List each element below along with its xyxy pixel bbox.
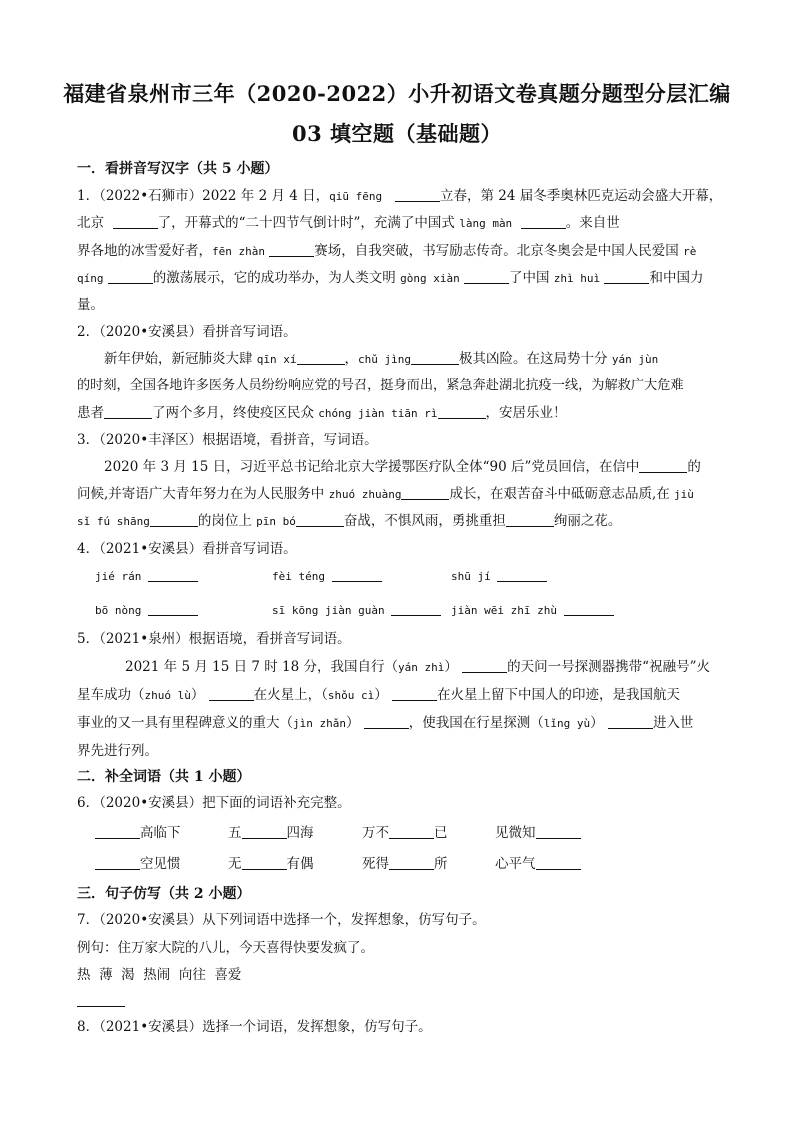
pinyin: sǐ fú shāng <box>77 515 150 528</box>
idiom-4: 见微知 <box>495 823 581 843</box>
q2-line-3: 患者 了两个多月，终使疫区民众 chóng jiàn tiān rì ，安居乐业！ <box>77 405 567 421</box>
q4-item-4: bō nòng <box>95 601 198 621</box>
pinyin: jìn zhǎn <box>293 717 346 730</box>
answer-blank[interactable] <box>104 404 152 419</box>
answer-blank[interactable] <box>296 512 344 527</box>
idiom-3: 万不 已 <box>362 825 448 841</box>
q2-heading: 2．（2020•安溪县）看拼音写词语。 <box>77 324 297 340</box>
pinyin: qiū fēng <box>329 190 383 203</box>
pinyin: lǐng yù <box>543 717 591 730</box>
idiom-6: 无 有偶 <box>228 856 314 872</box>
idiom-2: 五 四海 <box>228 825 314 841</box>
idiom-5: 空见惯 <box>95 854 181 874</box>
answer-blank[interactable] <box>389 855 434 870</box>
answer-blank[interactable] <box>521 214 566 229</box>
q5-line-2: 星车成功（zhuó lù） 在火星上，（shǒu cì） 在火星上留下中国人的印迹，是我国航天 <box>77 687 681 703</box>
answer-blank[interactable] <box>389 824 434 839</box>
pinyin: fēn zhàn <box>212 245 265 258</box>
q1-line-5: 量。 <box>77 297 104 313</box>
answer-blank[interactable] <box>209 686 254 701</box>
pinyin: jiù <box>674 488 694 501</box>
answer-blank[interactable] <box>536 855 581 870</box>
answer-blank[interactable] <box>464 269 509 284</box>
section-heading-1: 一．看拼音写汉字（共 5 小题） <box>77 161 279 177</box>
q4-item-2: fèi téng <box>272 567 382 587</box>
answer-blank[interactable] <box>150 512 198 527</box>
answer-line[interactable] <box>77 1006 125 1007</box>
answer-blank[interactable] <box>391 601 441 616</box>
answer-blank[interactable] <box>462 658 507 673</box>
pinyin: qīn xí <box>256 353 297 366</box>
q3-heading: 3．（2020•丰泽区）根据语境，看拼音，写词语。 <box>77 432 378 448</box>
document-subtitle: 03 填空题（基础题） <box>291 121 503 146</box>
q7-word-list: 热 薄 渴 热闹 向往 喜爱 <box>77 967 242 983</box>
document-title: 福建省泉州市三年（2020-2022）小升初语文卷真题分题型分层汇编 <box>63 81 731 106</box>
q6-heading: 6．（2020•安溪县）把下面的词语补充完整。 <box>77 795 351 811</box>
q1-line-1: 1．（2022•石狮市）2022 年 2 月 4 日，qiū fēng 立春，第 24 届冬季奥林匹克运动会盛大开幕， <box>77 188 723 204</box>
pinyin: chóng jiàn tiān rì <box>318 407 438 420</box>
answer-blank[interactable] <box>411 350 459 365</box>
answer-blank[interactable] <box>297 350 345 365</box>
q4-heading: 4．（2021•安溪县）看拼音写词语。 <box>77 541 297 557</box>
q4-item-5: sī kōng jiàn guàn <box>272 601 441 621</box>
pinyin: zhuó zhuàng <box>328 488 402 501</box>
q1-line-4: qíng 的激荡展示，它的成功举办，为人类文明 gòng xiàn 了中国 zhì huì 和中国力 <box>77 270 704 286</box>
q5-line-1: 2021 年 5 月 15 日 7 时 18 分，我国自行（yán zhì） 的天问一号探测器携带“祝融号”火 <box>125 659 710 675</box>
q4-item-6: jiàn wēi zhī zhù <box>451 601 614 621</box>
q4-item-3: shū jí <box>451 567 547 587</box>
answer-blank[interactable] <box>148 567 198 582</box>
idiom-7: 死得 所 <box>362 856 448 872</box>
q7-example: 例句：住万家大院的八儿，今天喜得快要发疯了。 <box>77 940 374 956</box>
section-heading-2: 二．补全词语（共 1 小题） <box>77 769 251 785</box>
answer-blank[interactable] <box>395 187 440 202</box>
answer-blank[interactable] <box>332 567 382 582</box>
answer-blank[interactable] <box>108 269 153 284</box>
answer-blank[interactable] <box>401 485 449 500</box>
pinyin: yán jùn <box>611 353 659 366</box>
pinyin: pīn bó <box>256 515 296 528</box>
section-heading-3: 三．句子仿写（共 2 小题） <box>77 886 251 902</box>
pinyin: làng màn <box>459 217 513 230</box>
answer-blank[interactable] <box>536 824 581 839</box>
answer-blank[interactable] <box>564 601 614 616</box>
pinyin: shǒu cì <box>327 689 375 702</box>
pinyin: zhuó lù <box>144 689 191 702</box>
pinyin: chǔ jìng <box>358 353 412 366</box>
answer-blank[interactable] <box>604 269 649 284</box>
answer-blank[interactable] <box>113 214 158 229</box>
q2-line-1: 新年伊始，新冠肺炎大肆 qīn xí ，chǔ jìng 极其凶险。在这局势十分 yán jùn <box>104 351 659 367</box>
pinyin: gòng xiàn <box>400 272 460 285</box>
answer-blank[interactable] <box>608 714 653 729</box>
answer-blank[interactable] <box>639 458 687 473</box>
q5-line-3: 事业的又一具有里程碑意义的重大（jìn zhǎn） ，使我国在行星探测（lǐng yù） 进入世 <box>77 715 694 731</box>
q8-heading: 8．（2021•安溪县）选择一个词语，发挥想象，仿写句子。 <box>77 1019 432 1035</box>
idiom-1: 高临下 <box>95 823 181 843</box>
q2-line-2: 的时刻，全国各地许多医务人员纷纷响应党的号召，挺身而出，紧急奔赴湖北抗疫一线，为解救广大危难 <box>77 378 684 393</box>
answer-blank[interactable] <box>242 824 287 839</box>
answer-blank[interactable] <box>269 242 314 257</box>
answer-blank[interactable] <box>242 855 287 870</box>
q5-heading: 5．（2021•泉州）根据语境，看拼音写词语。 <box>77 631 351 647</box>
q3-line-2: 问候,并寄语广大青年努力在为人民服务中 zhuó zhuàng 成长，在艰苦奋斗中砥砺意志品质,在 jiù <box>77 486 694 502</box>
pinyin: zhì huì <box>553 272 601 285</box>
answer-blank[interactable] <box>148 601 198 616</box>
answer-blank[interactable] <box>506 512 554 527</box>
pinyin: yán zhì <box>398 661 445 674</box>
answer-blank[interactable] <box>497 567 547 582</box>
pinyin: qíng <box>77 272 104 285</box>
q1-line-2: 北京 了，开幕式的“二十四节气倒计时”，充满了中国式 làng màn 。来自世 <box>77 215 620 231</box>
pinyin: rè <box>683 245 697 258</box>
idiom-8: 心平气 <box>495 854 581 874</box>
q3-line-3: sǐ fú shāng 的岗位上 pīn bó 奋战，不惧风雨，勇挑重担 绚丽之花。 <box>77 513 622 529</box>
answer-blank[interactable] <box>95 824 140 839</box>
q4-item-1: jié rán <box>95 567 198 587</box>
answer-blank[interactable] <box>392 686 437 701</box>
q1-line-3: 界各地的冰雪爱好者，fēn zhàn 赛场，自我突破，书写励志传奇。北京冬奥会是中国人民爱国 rè <box>77 243 697 259</box>
answer-blank[interactable] <box>364 714 409 729</box>
answer-blank[interactable] <box>438 404 486 419</box>
q7-heading: 7．（2020•安溪县）从下列词语中选择一个，发挥想象，仿写句子。 <box>77 912 486 928</box>
q3-line-1: 2020 年 3 月 15 日，习近平总书记给北京大学援鄂医疗队全体“90 后”党员回信，在信中 的 <box>104 459 701 475</box>
q5-line-4: 界先进行列。 <box>77 743 158 759</box>
answer-blank[interactable] <box>95 855 140 870</box>
